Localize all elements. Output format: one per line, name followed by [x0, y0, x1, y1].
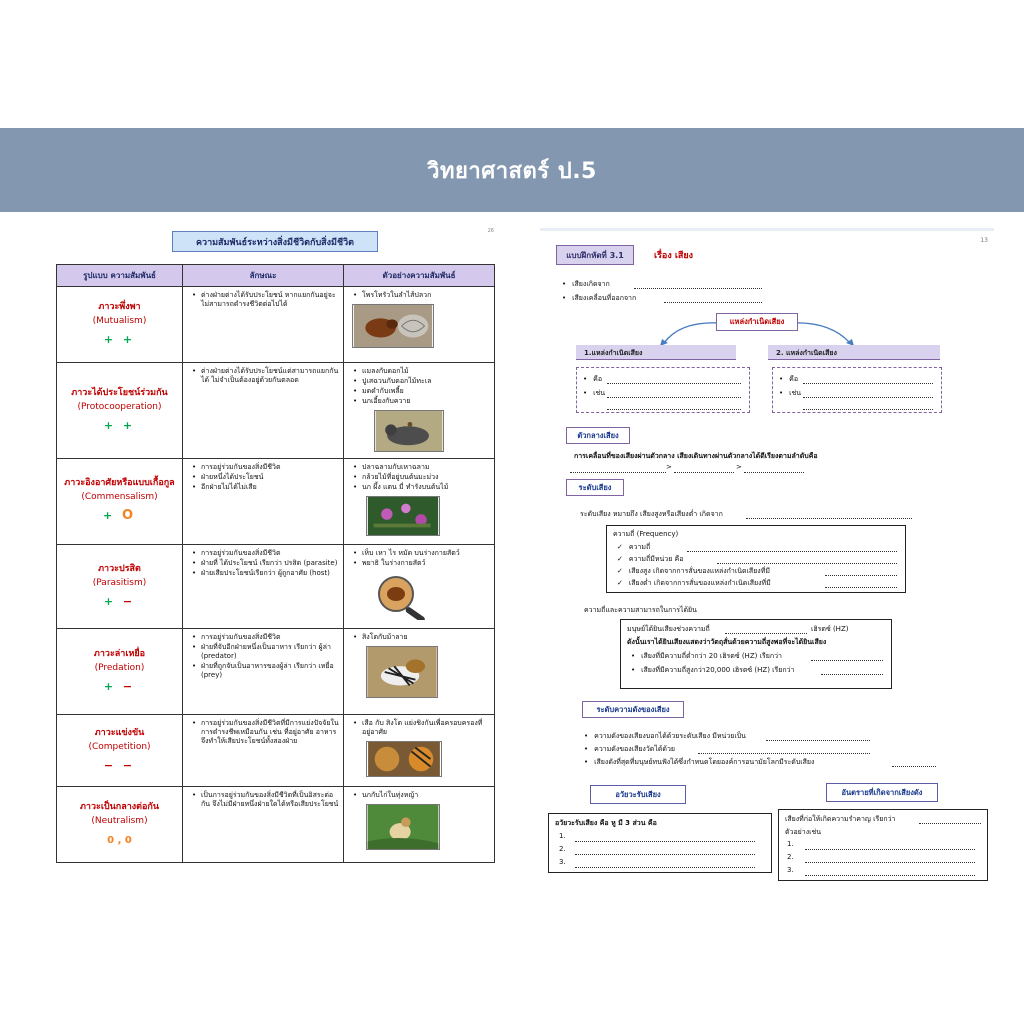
relation-name: ภาวะเป็นกลางต่อกัน — [79, 802, 160, 813]
trait-item: • ฝ่ายหนึ่งได้ประโยชน์ — [201, 473, 339, 482]
trait-item: • อีกฝ่ายไม่ได้ไม่เสีย — [201, 483, 339, 492]
exercise-label: แบบฝึกหัดที่ 3.1 — [556, 245, 634, 265]
right-page-number: 13 — [980, 237, 988, 244]
answer-blank[interactable] — [607, 400, 741, 410]
relation-name: ภาวะล่าเหยื่อ — [93, 649, 146, 660]
eg-label: • เช่น — [583, 388, 605, 399]
answer-blank[interactable] — [803, 388, 933, 398]
hearing-line: มนุษย์ได้ยินเสียงช่วงความถี่ — [627, 625, 710, 633]
source-1-header: 1.แหล่งกำเนิดเสียง — [576, 345, 736, 360]
relation-name: ภาวะปรสิต — [98, 564, 141, 575]
question-line: • เสียงเคลื่อนที่ออกจาก — [562, 293, 636, 304]
pitch-text: ระดับเสียง หมายถึง เสียงสูงหรือเสียงต่ำ เกิดจาก — [580, 510, 723, 518]
hearing-line: ดังนั้นเราได้ยินเสียงแสดงว่าวัตถุสั่นด้วยความถี่สูงพอที่จะได้ยินเสียง — [627, 638, 827, 646]
table-row — [57, 787, 495, 863]
left-page-title: ความสัมพันธ์ระหว่างสิ่งมีชีวิตกับสิ่งมีชีวิต — [172, 231, 378, 252]
bird-chicken-photo — [366, 804, 440, 850]
answer-blank[interactable] — [607, 374, 741, 384]
table-row — [57, 629, 495, 715]
example-item: • ปูเสฉวนกับดอกไม้ทะเล — [362, 377, 490, 386]
answer-blank[interactable] — [825, 578, 897, 588]
right-page: 13 แบบฝึกหัดที่ 3.1 เรื่อง เสียง • เสียงเกิดจาก • เสียงเคลื่อนที่ออกจาก แหล่งกำเนิดเสียง 1.แหล่งกำเนิดเสียง 2. แหล่งกำเนิดเสียง • คือ • เช่น • คือ • เช่น ตัวกลางเสียง การเคลื่อนที่ของเสียงผ่านตัวกลาง เสียงเดินทางผ่านตัวกลางได้ดีเรียงตามลำดับคือ > > ระดับเสียง ระดับเสียง หมายถึง เสียงสูงหรือเสียงต่ำ เกิดจาก ความถี่ (Frequency) ✓ ความถี่ ✓ ความถี่มีหน่วย คือ ✓ เสียงสูง เกิดจากการสั่นของแหล่งกำเนิดเสียงที่มี ✓ เสียงต่ำ เกิดจากการสั่นของแหล่งกำเนิดเสียงที่มี ความถี่และความสามารถในการได้ยิน มนุษย์ได้ยินเสียงช่วงความถี่ เฮิรตซ์ (HZ) ดังนั้นเราได้ยินเสียงแสดงว่าวัตถุสั่นด้วยความถี่สูงพอที่จะได้ยินเสียง • เสียงที่มีความถี่ต่ำกว่า 20 เฮิรตซ์ (HZ) เรียกว่า • เสียงที่มีความถี่สูงกว่า20,000 เฮิรตซ์ (HZ) เรียกว่า ระดับความดังของเสียง • ความดังของเสียงบอกได้ด้วยระดับเสียง มีหน่วยเป็น • ความดังของเสียงวัดได้ด้วย • เสียงดังที่สุดที่มนุษย์ทนฟังได้ซึ่งกำหนดโดยองค์การอนามัยโลกมีระดับเสียง อวัยวะรับเสียง อันตรายที่เกิดจากเสียงดัง อวัยวะรับเสียง คือ หู มี 3 ส่วน คือ 1. 2. 3. เสียงที่ก่อให้เกิดความรำคาญ เรียกว่า ตัวอย่างเช่น 1. 2. 3. — [540, 228, 994, 888]
exercise-topic: เรื่อง เสียง — [654, 251, 694, 261]
ear-text: อวัยวะรับเสียง คือ หู มี 3 ส่วน คือ — [555, 819, 657, 827]
relation-en: (Competition) — [88, 741, 151, 752]
example-item: • นกเอี้ยงกับควาย — [362, 397, 490, 406]
trait-item: • ต่างฝ่ายต่างได้รับประโยชน์แต่สามารถแยกกันได้ ไม่จำเป็นต้องอยู่ด้วยกันตลอด — [201, 367, 339, 385]
danger-box: เสียงที่ก่อให้เกิดความรำคาญ เรียกว่า ตัวอย่างเช่น 1. 2. 3. — [778, 809, 988, 881]
example-item: • มดดำกับเพลี้ย — [362, 387, 490, 396]
trait-item: • ฝ่ายเสียประโยชน์เรียกว่า ผู้ถูกอาศัย (host) — [201, 569, 339, 578]
answer-blank[interactable] — [698, 744, 870, 754]
example-item: • นกกับไก่ในทุ่งหญ้า — [362, 791, 490, 800]
header-example: ตัวอย่างความสัมพันธ์ — [344, 265, 495, 287]
trait-item: • การอยู่ร่วมกันของสิ่งมีชีวิตที่มีการแย่งปัจจัยในการดำรงชีพเหมือนกัน เช่น ที่อยู่อาศัย อาหาร จึงทำให้เสียประโยชน์ทั้งสองฝ่าย — [201, 719, 339, 746]
hearing-title: ความถี่และความสามารถในการได้ยิน — [584, 606, 697, 614]
relation-symbol: + + — [103, 332, 136, 346]
answer-blank[interactable] — [803, 374, 933, 384]
answer-blank[interactable] — [825, 566, 897, 576]
banner-title: วิทยาศาสตร์ ป.5 — [427, 158, 597, 184]
example-item: • เสือ กับ สิงโต แย่งชิงกันเพื่อครอบครองที่อยู่อาศัย — [362, 719, 490, 737]
trait-item: • เป็นการอยู่ร่วมกันของสิ่งมีชีวิตที่เป็นอิสระต่อกัน จึงไม่มีฝ่ายหนึ่งฝ่ายใดได้หรือเสียประโยชน์ — [201, 791, 339, 809]
pitch-tag: ระดับเสียง — [566, 479, 624, 496]
answer-blank[interactable] — [805, 866, 975, 876]
answer-blank[interactable] — [607, 388, 741, 398]
answer-blank[interactable] — [892, 757, 936, 767]
hearing-line: • เสียงที่มีความถี่สูงกว่า20,000 เฮิรตซ์ (HZ) เรียกว่า — [631, 665, 795, 676]
relation-symbol: + + — [103, 418, 136, 432]
relation-en: (Predation) — [94, 662, 145, 673]
relation-en: (Commensalism) — [81, 491, 158, 502]
source-2-header: 2. แหล่งกำเนิดเสียง — [768, 345, 940, 360]
frequency-item: ✓ ความถี่มีหน่วย คือ — [617, 554, 683, 565]
example-item: • ปลาฉลามกับเหาฉลาม — [362, 463, 490, 472]
orchid-photo — [366, 496, 440, 536]
question-line: • เสียงเกิดจาก — [562, 279, 610, 290]
relation-en: (Neutralism) — [91, 815, 148, 826]
answer-blank[interactable] — [664, 293, 762, 303]
ear-tag: อวัยวะรับเสียง — [590, 785, 686, 804]
lion-tiger-photo — [366, 741, 442, 777]
relation-name: ภาวะได้ประโยชน์ร่วมกัน — [71, 388, 168, 399]
medium-tag: ตัวกลางเสียง — [566, 427, 630, 444]
buffalo-photo — [374, 410, 444, 452]
tick-magnifier-photo — [366, 572, 436, 620]
frequency-box — [606, 525, 906, 593]
left-page — [52, 228, 498, 878]
example-item: • สิงโตกับม้าลาย — [362, 633, 490, 642]
trait-item: • การอยู่ร่วมกันของสิ่งมีชีวิต — [201, 549, 339, 558]
relation-symbol: − − — [103, 758, 136, 772]
relation-name: ภาวะแข่งขัน — [94, 728, 145, 739]
table-row — [57, 363, 495, 459]
relation-en: (Mutualism) — [92, 315, 147, 326]
example-item: • แมลงกับดอกไม้ — [362, 367, 490, 376]
answer-blank[interactable] — [744, 463, 804, 473]
trait-item: • ฝ่ายที่จับอีกฝ่ายหนึ่งเป็นอาหาร เรียกว่า ผู้ล่า (predator) — [201, 643, 339, 661]
example-item: • โพรโทรัวในลำไส้ปลวก — [362, 291, 490, 300]
danger-text: เสียงที่ก่อให้เกิดความรำคาญ เรียกว่า — [785, 815, 896, 823]
lion-zebra-photo — [366, 646, 438, 698]
hearing-line: • เสียงที่มีความถี่ต่ำกว่า 20 เฮิรตซ์ (HZ) เรียกว่า — [631, 651, 782, 662]
medium-text: การเคลื่อนที่ของเสียงผ่านตัวกลาง เสียงเดินทางผ่านตัวกลางได้ดีเรียงตามลำดับคือ — [574, 452, 818, 460]
frequency-item: ✓ เสียงสูง เกิดจากการสั่นของแหล่งกำเนิดเสียงที่มี — [617, 566, 770, 577]
danger-text: ตัวอย่างเช่น — [785, 828, 822, 836]
hearing-box — [620, 619, 892, 689]
relation-en: (Protocooperation) — [77, 401, 162, 412]
frequency-item: ✓ ความถี่ — [617, 542, 650, 553]
loudness-item: • ความดังของเสียงวัดได้ด้วย — [584, 744, 675, 755]
answer-blank[interactable] — [811, 651, 883, 661]
example-item: • พยาธิ ในร่างกายสัตว์ — [362, 559, 490, 568]
answer-blank[interactable] — [575, 832, 755, 842]
trait-item: • การอยู่ร่วมกันของสิ่งมีชีวิต — [201, 633, 339, 642]
source-tag: แหล่งกำเนิดเสียง — [716, 313, 798, 331]
danger-tag: อันตรายที่เกิดจากเสียงดัง — [826, 783, 938, 802]
trait-item: • การอยู่ร่วมกันของสิ่งมีชีวิต — [201, 463, 339, 472]
answer-blank[interactable] — [575, 858, 755, 868]
answer-blank[interactable] — [821, 665, 883, 675]
answer-blank[interactable] — [725, 624, 807, 634]
answer-blank[interactable] — [687, 542, 897, 552]
frequency-title: ความถี่ (Frequency) — [613, 530, 679, 538]
table-row — [57, 287, 495, 363]
relation-symbol: + − — [103, 679, 136, 693]
loudness-tag: ระดับความดังของเสียง — [582, 701, 684, 718]
relation-name: ภาวะอิงอาศัยหรือแบบเกื้อกูล — [64, 477, 175, 488]
is-label: • คือ — [583, 374, 602, 385]
is-label: • คือ — [779, 374, 798, 385]
source-2-box — [772, 367, 942, 413]
answer-blank[interactable] — [919, 814, 981, 824]
relationship-table — [56, 264, 495, 863]
loudness-item: • ความดังของเสียงบอกได้ด้วยระดับเสียง มีหน่วยเป็น — [584, 731, 746, 742]
relation-name: ภาวะพึ่งพา — [98, 302, 141, 313]
answer-blank[interactable] — [766, 731, 870, 741]
trait-item: • ฝ่ายที่ ได้ประโยชน์ เรียกว่า ปรสิต (parasite) — [201, 559, 339, 568]
relation-symbol: 0 , 0 — [107, 834, 132, 846]
relation-symbol: + O — [102, 508, 137, 524]
example-item: • เห็บ เหา ไร หมัด บนร่างกายสัตว์ — [362, 549, 490, 558]
title-banner — [0, 128, 1024, 212]
header-type: รูปแบบ ความสัมพันธ์ — [57, 265, 183, 287]
table-row — [57, 459, 495, 545]
termite-photo — [352, 304, 434, 348]
answer-blank[interactable] — [717, 554, 897, 564]
answer-blank[interactable] — [634, 279, 762, 289]
answer-blank[interactable] — [803, 400, 933, 410]
relation-symbol: + − — [103, 594, 136, 608]
left-page-number: 26 — [487, 228, 494, 234]
frequency-item: ✓ เสียงต่ำ เกิดจากการสั่นของแหล่งกำเนิดเสียงที่มี — [617, 578, 771, 589]
example-item: • กล้วยไม้ที่อยู่บนต้นมะม่วง — [362, 473, 490, 482]
answer-blank[interactable] — [575, 845, 755, 855]
relation-en: (Parasitism) — [92, 577, 147, 588]
answer-blank[interactable] — [570, 463, 666, 473]
source-1-box — [576, 367, 750, 413]
answer-blank[interactable] — [674, 463, 734, 473]
loudness-item: • เสียงดังที่สุดที่มนุษย์ทนฟังได้ซึ่งกำหนดโดยองค์การอนามัยโลกมีระดับเสียง — [584, 757, 814, 768]
trait-item: • ฝ่ายที่ถูกจับเป็นอาหารของผู้ล่า เรียกว่า เหยื่อ (prey) — [201, 662, 339, 680]
table-row — [57, 715, 495, 787]
example-item: • นก ผึ้ง แตน มี่ ทำรังบนต้นไม้ — [362, 483, 490, 492]
hearing-line: เฮิรตซ์ (HZ) — [811, 625, 849, 633]
trait-item: • ต่างฝ่ายต่างได้รับประโยชน์ หากแยกกันอยู่จะไม่สามารถดำรงชีวิตต่อไปได้ — [201, 291, 339, 309]
answer-blank[interactable] — [805, 840, 975, 850]
eg-label: • เช่น — [779, 388, 801, 399]
answer-blank[interactable] — [805, 853, 975, 863]
header-trait: ลักษณะ — [183, 265, 344, 287]
table-row — [57, 545, 495, 629]
ear-box: อวัยวะรับเสียง คือ หู มี 3 ส่วน คือ 1. 2. 3. — [548, 813, 772, 873]
answer-blank[interactable] — [746, 509, 912, 519]
